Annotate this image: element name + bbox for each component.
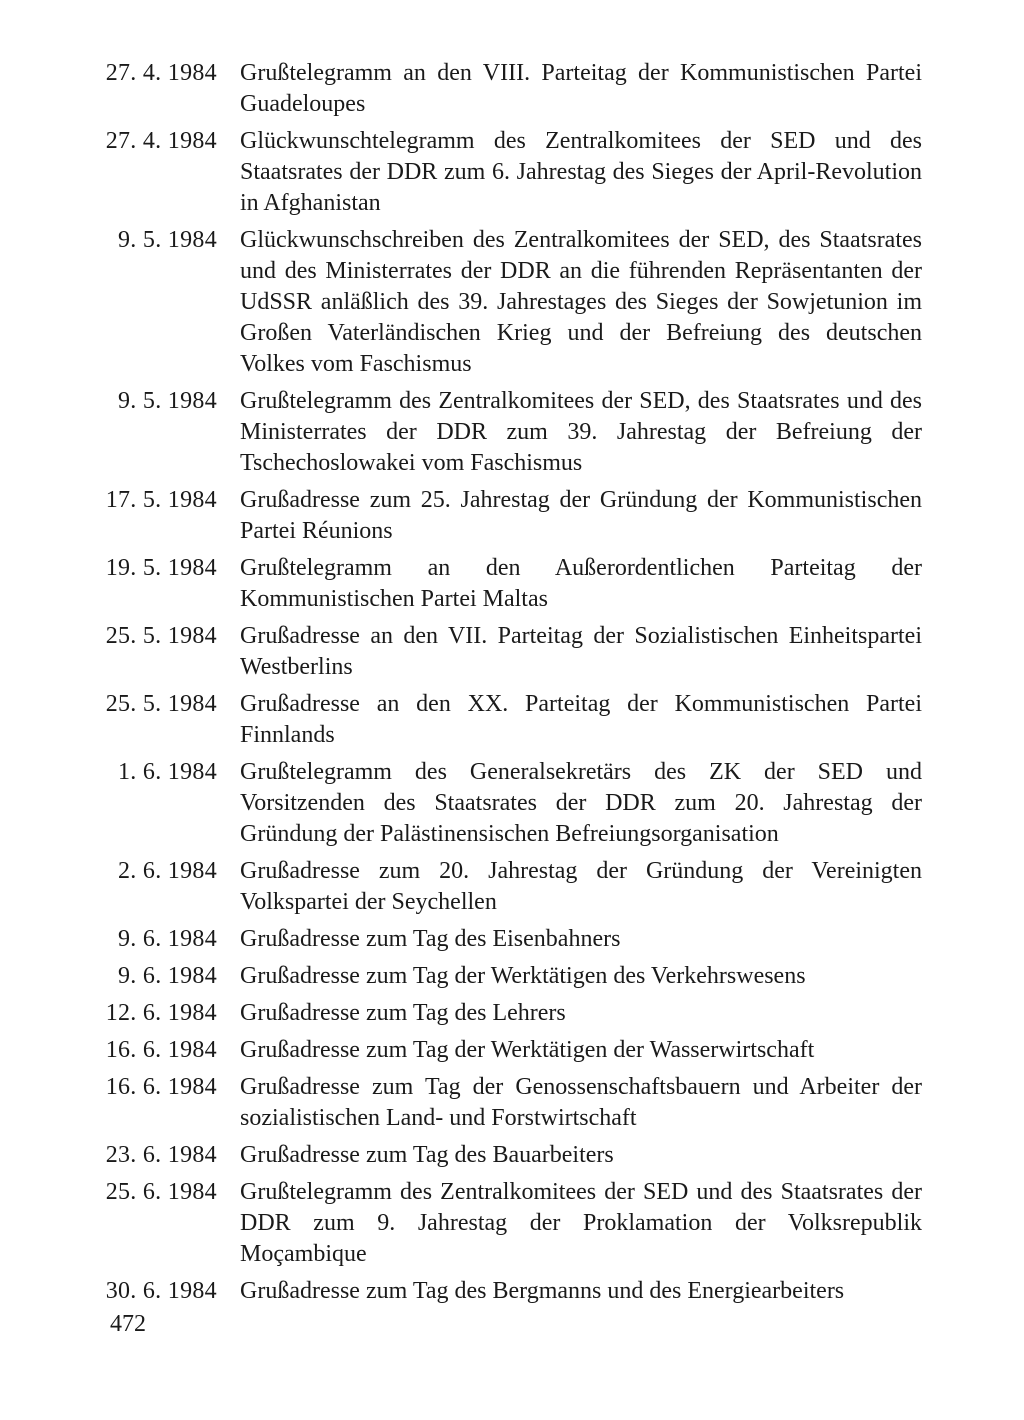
page-number: 472 bbox=[110, 1311, 146, 1337]
chronology-entry bbox=[0, 757, 1024, 850]
entry-date: 27. 4. 1984 bbox=[105, 128, 217, 154]
entry-text: Grußadresse zum Tag der Genossenschaftsbauern und Arbeiter der sozialistischen Land- und Forstwirtschaft bbox=[240, 1074, 922, 1131]
entry-text: Grußadresse zum Tag des Lehrers bbox=[240, 1000, 566, 1026]
chronology-entry bbox=[0, 998, 1024, 1029]
entry-date: 1. 6. 1984 bbox=[118, 759, 217, 785]
chronology-entry bbox=[0, 1072, 1024, 1134]
entry-text: Grußadresse zum 25. Jahrestag der Gründung der Kommunistischen Partei Réunions bbox=[240, 487, 922, 544]
entry-text: Grußtelegramm an den Außerordentlichen Parteitag der Kommunistischen Partei Maltas bbox=[240, 555, 922, 612]
entry-date: 9. 6. 1984 bbox=[118, 926, 217, 952]
entry-date: 9. 5. 1984 bbox=[118, 388, 217, 414]
chronology-entry bbox=[0, 386, 1024, 479]
entry-date: 9. 5. 1984 bbox=[118, 227, 217, 253]
entry-text: Grußtelegramm des Zentralkomitees der SED und des Staatsrates der DDR zum 9. Jahrestag der Proklamation der Volksrepublik Moçambique bbox=[240, 1179, 922, 1267]
entry-date: 16. 6. 1984 bbox=[105, 1074, 217, 1100]
chronology-list bbox=[0, 58, 1024, 1313]
chronology-entry bbox=[0, 485, 1024, 547]
entry-date: 25. 5. 1984 bbox=[105, 691, 217, 717]
chronology-entry bbox=[0, 961, 1024, 992]
entry-text: Grußtelegramm an den VIII. Parteitag der Kommunistischen Partei Guadeloupes bbox=[240, 60, 922, 117]
entry-date: 9. 6. 1984 bbox=[118, 963, 217, 989]
chronology-entry bbox=[0, 856, 1024, 918]
chronology-entry bbox=[0, 553, 1024, 615]
chronology-entry bbox=[0, 58, 1024, 120]
entry-text: Glückwunschschreiben des Zentralkomitees der SED, des Staatsrates und des Ministerrates der DDR an die führenden Repräsentanten der UdSSR anläßlich des 39. Jahrestages des Sieges der Sowjetunion im Großen Vaterländischen Krieg und der Befreiung des deutschen Volkes vom Faschismus bbox=[240, 227, 922, 377]
chronology-entry bbox=[0, 1276, 1024, 1307]
entry-text: Grußadresse zum Tag des Bauarbeiters bbox=[240, 1142, 614, 1168]
entry-date: 2. 6. 1984 bbox=[118, 858, 217, 884]
chronology-entry bbox=[0, 621, 1024, 683]
entry-date: 12. 6. 1984 bbox=[105, 1000, 217, 1026]
entry-date: 25. 5. 1984 bbox=[105, 623, 217, 649]
entry-date: 17. 5. 1984 bbox=[105, 487, 217, 513]
entry-text: Grußtelegramm des Zentralkomitees der SED, des Staatsrates und des Ministerrates der DDR zum 39. Jahrestag der Befreiung der Tschechoslowakei vom Faschismus bbox=[240, 388, 922, 476]
entry-text: Grußtelegramm des Generalsekretärs des ZK der SED und Vorsitzenden des Staatsrates der DDR zum 20. Jahrestag der Gründung der Palästinensischen Befreiungsorganisation bbox=[240, 759, 922, 847]
entry-date: 16. 6. 1984 bbox=[105, 1037, 217, 1063]
chronology-entry bbox=[0, 126, 1024, 219]
entry-text: Glückwunschtelegramm des Zentralkomitees der SED und des Staatsrates der DDR zum 6. Jahrestag des Sieges der April-Revolution in Afghanistan bbox=[240, 128, 922, 216]
entry-text: Grußadresse an den VII. Parteitag der Sozialistischen Einheitspartei Westberlins bbox=[240, 623, 922, 680]
chronology-entry bbox=[0, 1140, 1024, 1171]
entry-date: 19. 5. 1984 bbox=[105, 555, 217, 581]
chronology-entry bbox=[0, 1177, 1024, 1270]
entry-text: Grußadresse an den XX. Parteitag der Kommunistischen Partei Finnlands bbox=[240, 691, 922, 748]
entry-text: Grußadresse zum Tag des Eisenbahners bbox=[240, 926, 621, 952]
entry-text: Grußadresse zum Tag der Werktätigen des Verkehrswesens bbox=[240, 963, 806, 989]
entry-date: 25. 6. 1984 bbox=[105, 1179, 217, 1205]
chronology-entry bbox=[0, 689, 1024, 751]
entry-text: Grußadresse zum Tag der Werktätigen der Wasserwirtschaft bbox=[240, 1037, 815, 1063]
chronology-entry bbox=[0, 1035, 1024, 1066]
entry-date: 23. 6. 1984 bbox=[105, 1142, 217, 1168]
chronology-entry bbox=[0, 225, 1024, 380]
entry-date: 30. 6. 1984 bbox=[105, 1278, 217, 1304]
entry-text: Grußadresse zum 20. Jahrestag der Gründung der Vereinigten Volkspartei der Seychellen bbox=[240, 858, 922, 915]
chronology-entry bbox=[0, 924, 1024, 955]
entry-text: Grußadresse zum Tag des Bergmanns und des Energiearbeiters bbox=[240, 1278, 845, 1304]
entry-date: 27. 4. 1984 bbox=[105, 60, 217, 86]
